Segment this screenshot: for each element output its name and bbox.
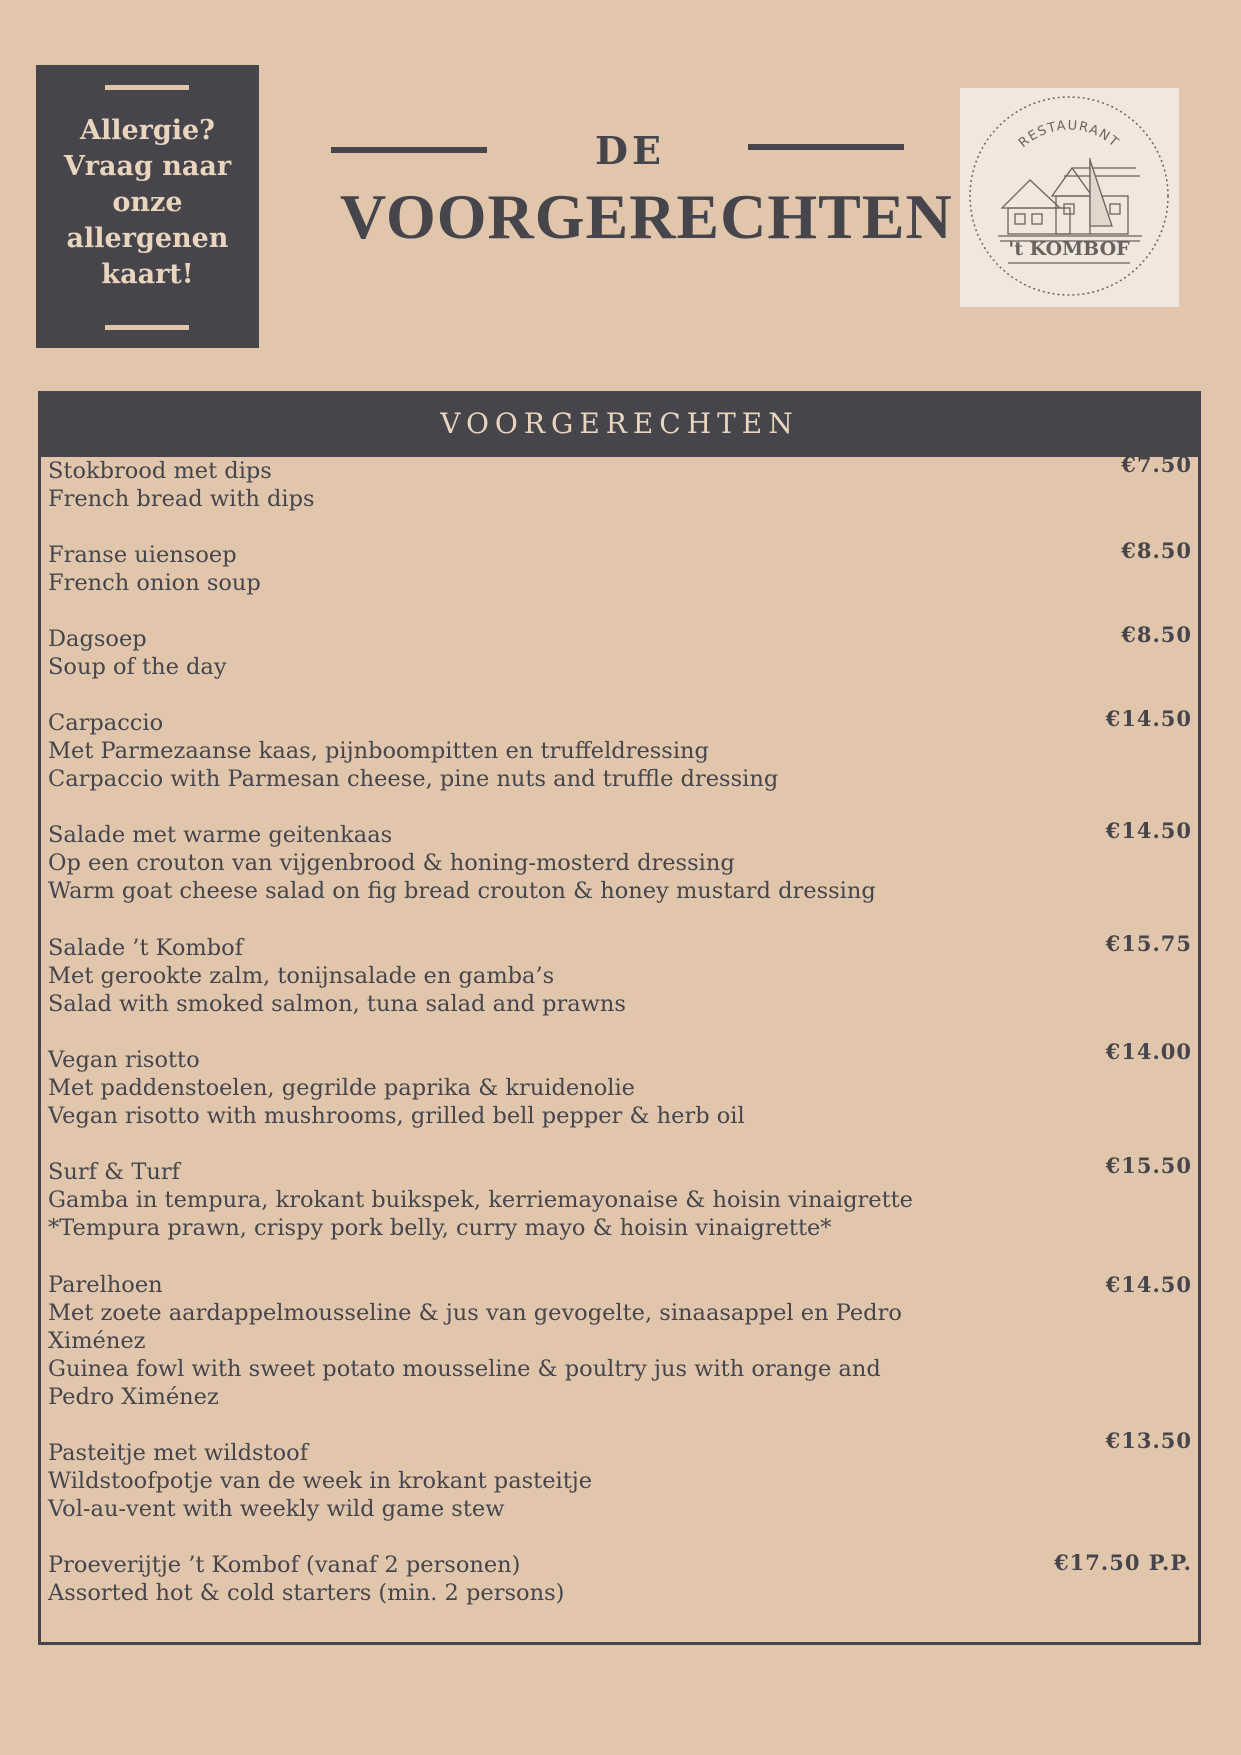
item-line: Pasteitje met wildstoof bbox=[48, 1440, 309, 1466]
item-line: Parelhoen bbox=[48, 1272, 163, 1298]
item-line: Stokbrood met dips bbox=[48, 458, 272, 484]
item-line: Soup of the day bbox=[48, 654, 227, 680]
allergy-line: Vraag naar bbox=[63, 151, 232, 182]
page-title: VOORGERECHTEN bbox=[340, 181, 953, 252]
item-line: Assorted hot & cold starters (min. 2 persons) bbox=[48, 1580, 565, 1606]
item-line: Pedro Ximénez bbox=[48, 1384, 219, 1410]
item-line: Carpaccio bbox=[48, 710, 164, 736]
item-line: Guinea fowl with sweet potato mousseline & poultry jus with orange and bbox=[48, 1356, 881, 1382]
item-price: €14.50 bbox=[1105, 1272, 1192, 1297]
item-price: €14.50 bbox=[1105, 818, 1192, 843]
item-line: Proeverijtje ’t Kombof (vanaf 2 personen) bbox=[48, 1552, 521, 1578]
menu-item bbox=[48, 706, 1192, 793]
menu-item bbox=[48, 1428, 1192, 1523]
item-price: €14.00 bbox=[1105, 1039, 1192, 1064]
menu-list bbox=[41, 452, 1198, 1642]
item-line: Dagsoep bbox=[48, 626, 147, 652]
allergy-line: allergenen bbox=[66, 223, 229, 254]
allergy-notice bbox=[36, 65, 259, 348]
allergy-line: onze bbox=[112, 187, 183, 218]
item-price: €17.50 P.P. bbox=[1054, 1550, 1192, 1575]
item-price: €8.50 bbox=[1121, 538, 1192, 563]
item-line: Op een crouton van vijgenbrood & honing-mosterd dressing bbox=[48, 850, 735, 876]
building-icon bbox=[998, 158, 1142, 241]
item-line: Surf & Turf bbox=[48, 1159, 180, 1185]
item-line: Salade ’t Kombof bbox=[48, 935, 244, 961]
item-line: Ximénez bbox=[48, 1328, 146, 1354]
title-prefix: DE bbox=[595, 128, 665, 173]
allergy-line: Allergie? bbox=[80, 115, 215, 146]
item-line: Wildstoofpotje van de week in krokant pasteitje bbox=[48, 1468, 593, 1494]
item-line: Met gerookte zalm, tonijnsalade en gamba’s bbox=[48, 963, 555, 989]
menu-item bbox=[48, 622, 1192, 681]
item-line: Met paddenstoelen, gegrilde paprika & kruidenolie bbox=[48, 1075, 635, 1101]
item-price: €13.50 bbox=[1105, 1428, 1192, 1453]
item-line: *Tempura prawn, crispy pork belly, curry mayo & hoisin vinaigrette* bbox=[48, 1215, 832, 1241]
item-line: Met Parmezaanse kaas, pijnboompitten en truffeldressing bbox=[48, 738, 709, 764]
item-line: Vol-au-vent with weekly wild game stew bbox=[48, 1496, 505, 1522]
logo-arc-text-path: RESTAURANT bbox=[1016, 118, 1122, 151]
logo-emblem bbox=[960, 88, 1179, 307]
decorative-bar bbox=[105, 85, 189, 90]
restaurant-logo bbox=[960, 88, 1179, 307]
item-line: Vegan risotto with mushrooms, grilled bell pepper & herb oil bbox=[48, 1103, 745, 1129]
item-line: Salade met warme geitenkaas bbox=[48, 822, 393, 848]
item-price: €14.50 bbox=[1105, 706, 1192, 731]
item-price: €15.50 bbox=[1105, 1153, 1192, 1178]
item-price: €7.50 bbox=[1121, 452, 1192, 477]
item-line: Salad with smoked salmon, tuna salad and prawns bbox=[48, 991, 626, 1017]
logo-arc-text bbox=[1016, 118, 1122, 151]
menu-item bbox=[48, 452, 1192, 513]
item-line: French bread with dips bbox=[48, 486, 315, 512]
menu-item bbox=[48, 538, 1192, 597]
title-divider-right bbox=[748, 144, 904, 150]
item-line: Met zoete aardappelmousseline & jus van gevogelte, sinaasappel en Pedro bbox=[48, 1300, 902, 1326]
menu-item bbox=[48, 931, 1192, 1018]
item-line: Gamba in tempura, krokant buikspek, kerriemayonaise & hoisin vinaigrette bbox=[48, 1187, 913, 1213]
menu-item bbox=[48, 1551, 1192, 1607]
item-line: French onion soup bbox=[48, 570, 261, 596]
item-price: €8.50 bbox=[1121, 622, 1192, 647]
decorative-bar bbox=[105, 325, 189, 330]
menu-item bbox=[48, 1039, 1192, 1130]
item-price: €15.75 bbox=[1105, 931, 1192, 956]
logo-name: 't KOMBOF bbox=[1008, 238, 1130, 260]
allergy-text bbox=[44, 113, 251, 293]
allergy-line: kaart! bbox=[101, 259, 194, 290]
menu-item bbox=[48, 1271, 1192, 1411]
menu-item bbox=[48, 1153, 1192, 1242]
title-divider-left bbox=[331, 147, 487, 153]
menu-item bbox=[48, 818, 1192, 905]
item-line: Franse uiensoep bbox=[48, 542, 237, 568]
item-line: Warm goat cheese salad on fig bread crouton & honey mustard dressing bbox=[48, 878, 876, 904]
menu-header: VOORGERECHTEN bbox=[41, 391, 1198, 457]
item-line: Carpaccio with Parmesan cheese, pine nuts and truffle dressing bbox=[48, 766, 779, 792]
menu-card bbox=[38, 391, 1201, 1645]
item-line: Vegan risotto bbox=[48, 1047, 200, 1073]
